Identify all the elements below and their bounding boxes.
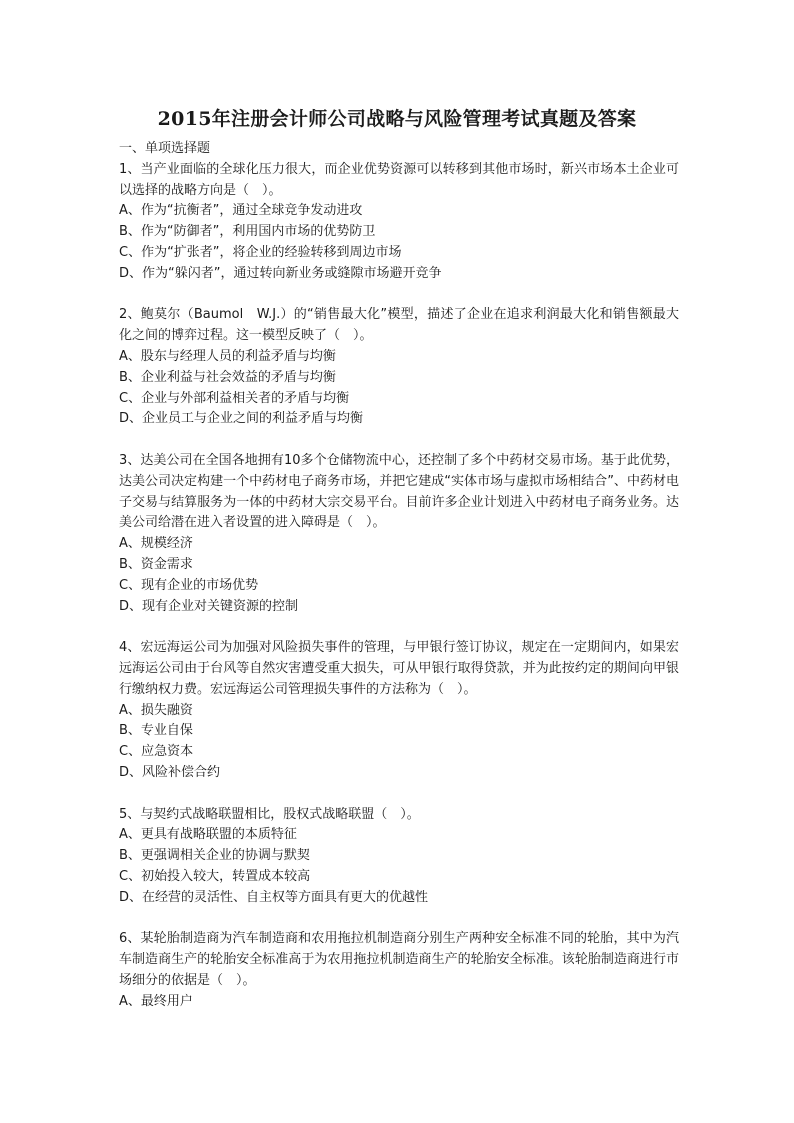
answer-option: A、股东与经理人员的利益矛盾与均衡 [119, 348, 336, 364]
question-2 [119, 305, 679, 430]
answer-option: B、资金需求 [119, 556, 193, 572]
question-5 [119, 805, 679, 909]
question-stem: 6、某轮胎制造商为汽车制造商和农用拖拉机制造商分别生产两种安全标准不同的轮胎，其中为汽车制造商生产的轮胎安全标准高于为农用拖拉机制造商生产的轮胎安全标准。该轮胎制造商进行市场细分的依据是（ ）。 [119, 931, 679, 988]
page-title: 2015年注册会计师公司战略与风险管理考试真题及答案 [157, 108, 637, 130]
question-3 [119, 451, 679, 617]
answer-option: C、现有企业的市场优势 [119, 577, 259, 593]
section-heading: 一、单项选择题 [119, 141, 211, 156]
document-body [119, 139, 679, 1033]
question-4 [119, 638, 679, 784]
question-stem: 1、当产业面临的全球化压力很大，而企业优势资源可以转移到其他市场时，新兴市场本土企业可以选择的战略方向是（ ）。 [119, 161, 679, 198]
answer-option: A、最终用户 [119, 993, 193, 1009]
answer-option: B、作为“防御者”，利用国内市场的优势防卫 [119, 224, 376, 240]
answer-option: D、风险补偿合约 [119, 764, 221, 780]
answer-option: A、损失融资 [119, 702, 193, 718]
answer-option: D、企业员工与企业之间的利益矛盾与均衡 [119, 411, 364, 427]
answer-option: B、专业自保 [119, 723, 193, 739]
question-stem: 4、宏远海运公司为加强对风险损失事件的管理，与甲银行签订协议，规定在一定期间内，如果宏远海运公司由于台风等自然灾害遭受重大损失，可从甲银行取得贷款，并为此按约定的期间向甲银行缴纳权力费。宏远海运公司管理损失事件的方法称为（ ）。 [119, 640, 679, 697]
answer-option: D、在经营的灵活性、自主权等方面具有更大的优越性 [119, 889, 429, 905]
answer-option: B、企业利益与社会效益的矛盾与均衡 [119, 369, 336, 385]
question-1 [119, 160, 679, 285]
answer-option: A、作为“抗衡者”，通过全球竞争发动进攻 [119, 203, 363, 219]
answer-option: B、更强调相关企业的协调与默契 [119, 848, 310, 864]
answer-option: C、企业与外部利益相关者的矛盾与均衡 [119, 390, 350, 406]
answer-option: A、更具有战略联盟的本质特征 [119, 827, 297, 843]
answer-option: A、规模经济 [119, 536, 193, 552]
question-stem: 3、达美公司在全国各地拥有10多个仓储物流中心，还控制了多个中药材交易市场。基于此优势，达美公司决定构建一个中药材电子商务市场，并把它建成“实体市场与虚拟市场相结合”、中药材电子交易与结算服务为一体的中药材大宗交易平台。目前许多企业计划进入中药材电子商务业务。达美公司给潜在进入者设置的进入障碍是（ ）。 [119, 452, 679, 531]
answer-option: D、作为“躲闪者”，通过转向新业务或缝隙市场避开竞争 [119, 265, 442, 281]
answer-option: D、现有企业对关键资源的控制 [119, 598, 299, 614]
answer-option: C、作为“扩张者”，将企业的经验转移到周边市场 [119, 244, 402, 260]
answer-option: C、应急资本 [119, 744, 194, 760]
question-stem: 2、鲍莫尔（Baumol W.J.）的“销售最大化”模型，描述了企业在追求利润最大化和销售额最大化之间的博弈过程。这一模型反映了（ ）。 [119, 307, 679, 344]
question-stem: 5、与契约式战略联盟相比，股权式战略联盟（ ）。 [119, 806, 420, 822]
question-list [119, 160, 679, 1013]
question-6 [119, 929, 679, 1012]
answer-option: C、初始投入较大，转置成本较高 [119, 868, 311, 884]
